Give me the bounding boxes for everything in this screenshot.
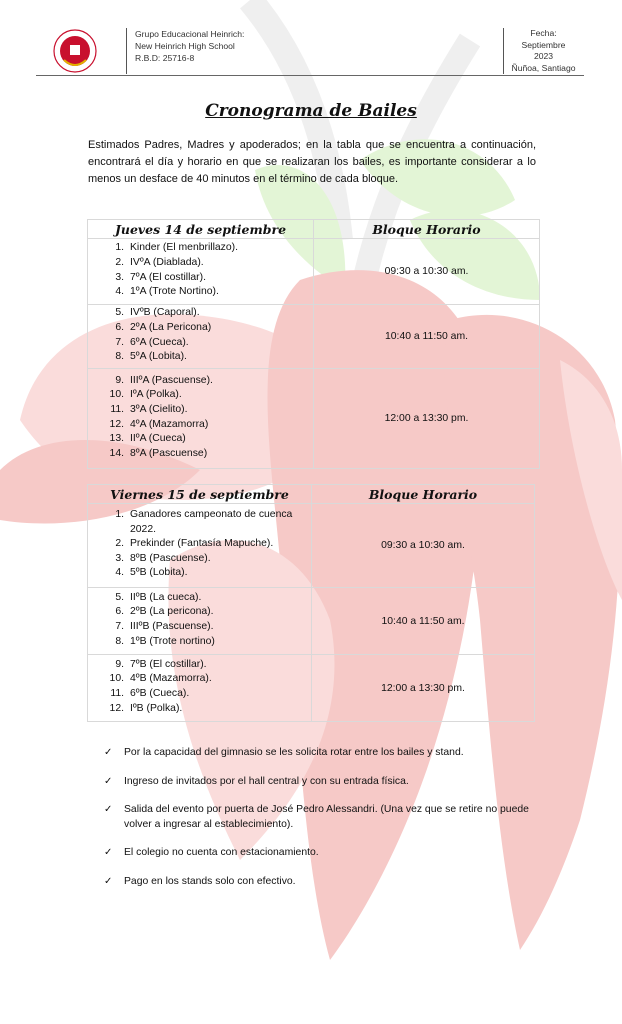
- list-item: 1. Kinder (El menbrillazo).: [115, 242, 238, 254]
- time-cell: 09:30 a 10:30 am.: [314, 239, 540, 305]
- list-item: 8. 1ºB (Trote nortino): [115, 635, 215, 647]
- table-row: [88, 655, 535, 722]
- dance-list-cell: [88, 655, 312, 722]
- time-cell: 09:30 a 10:30 am.: [312, 504, 535, 588]
- day-header: Jueves 14 de septiembre: [88, 220, 314, 239]
- school-line: Grupo Educacional Heinrich:: [135, 29, 245, 39]
- list-item: 13. IIºA (Cueca): [109, 433, 186, 445]
- day-header: Viernes 15 de septiembre: [88, 485, 312, 504]
- note-text: Pago en los stands solo con efectivo.: [124, 875, 296, 887]
- list-item: [104, 803, 534, 832]
- list-item: 10. 4ºB (Mazamorra).: [109, 673, 212, 685]
- table-row: [88, 369, 540, 469]
- list-item: [104, 846, 534, 861]
- list-item: 9. 7ºB (El costillar).: [115, 658, 207, 670]
- list-item: 12. 4ºA (Mazamorra): [109, 418, 209, 430]
- list-item: 4. 5ºB (Lobita).: [115, 567, 188, 579]
- date-line: 2023: [533, 51, 554, 61]
- list-item: 3. 8ºB (Pascuense).: [115, 552, 211, 564]
- dance-list-cell: [88, 504, 312, 588]
- note-text: Salida del evento por puerta de José Pedro Alessandri. (Una vez que se retire no puede volver a ingresar al establecimiento).: [124, 804, 529, 830]
- list-item: 4. 1ºA (Trote Nortino).: [115, 286, 219, 298]
- date-info: [503, 28, 583, 74]
- time-header: Bloque Horario: [314, 220, 540, 239]
- list-item: 11. 3ºA (Cielito).: [110, 403, 188, 415]
- date-line: Septiembre: [521, 39, 566, 50]
- dance-list-cell: [88, 239, 314, 305]
- date-line: Fecha:: [530, 28, 557, 38]
- note-text: Por la capacidad del gimnasio se les solicita rotar entre los bailes y stand.: [124, 747, 464, 758]
- list-item: 3. 7ºA (El costillar).: [115, 271, 206, 283]
- list-item: 5. IIºB (La cueca).: [115, 591, 202, 603]
- dance-list-cell: [88, 588, 312, 655]
- time-cell: 10:40 a 11:50 am.: [312, 588, 535, 655]
- schedule-table-friday: [87, 484, 535, 722]
- schedule-table-thursday: [87, 219, 540, 469]
- intro-paragraph: Estimados Padres, Madres y apoderados; en la tabla que se encuentra a continuación, encontrará el día y horario en que se realizaran los bailes, es importante considerar a lo menos un desface de 40 minutos en el término de cada bloque.: [88, 139, 536, 185]
- check-icon: ✓: [104, 804, 113, 815]
- list-item: 7. IIIºB (Pascuense).: [115, 621, 214, 632]
- dance-list-cell: [88, 369, 314, 469]
- list-item: 9. IIIºA (Pascuense).: [115, 374, 213, 386]
- date-line: Ñuñoa, Santiago: [511, 62, 576, 73]
- list-item: [104, 775, 534, 790]
- list-item: 6. 2ºA (La Pericona): [115, 321, 212, 333]
- list-item: 11. 6ºB (Cueca).: [110, 688, 190, 699]
- list-item: [104, 746, 534, 761]
- table-row: [88, 588, 535, 655]
- check-icon: ✓: [104, 847, 113, 858]
- list-item: 2. Prekinder (Fantasía Mapuche).: [115, 538, 274, 550]
- list-item: 1. Ganadores campeonato de cuenca 2022.: [115, 509, 293, 535]
- list-item: 7. 6ºA (Cueca).: [115, 336, 189, 348]
- table-row: [88, 305, 540, 369]
- time-cell: 12:00 a 13:30 pm.: [314, 369, 540, 469]
- list-item: 12. IºB (Polka).: [109, 702, 183, 714]
- page-title: Cronograma de Bailes: [205, 101, 417, 121]
- list-item: 5. IVºB (Caporal).: [115, 307, 200, 319]
- table-row: [88, 239, 540, 305]
- dance-list-cell: [88, 305, 314, 369]
- check-icon: ✓: [104, 747, 113, 758]
- note-text: El colegio no cuenta con estacionamiento.: [124, 847, 319, 858]
- list-item: 8. 5ºA (Lobita).: [115, 351, 187, 363]
- notes-list: [104, 746, 534, 903]
- school-info: [126, 28, 244, 74]
- list-item: [104, 875, 534, 890]
- time-cell: 10:40 a 11:50 am.: [314, 305, 540, 369]
- list-item: 10. IºA (Polka).: [109, 389, 182, 401]
- list-item: 2. IVºA (Diablada).: [115, 256, 204, 268]
- school-line: R.B.D: 25716-8: [135, 53, 195, 63]
- school-crest-logo: [52, 28, 98, 74]
- time-header: Bloque Horario: [312, 485, 535, 504]
- time-cell: 12:00 a 13:30 pm.: [312, 655, 535, 722]
- note-text: Ingreso de invitados por el hall central y con su entrada física.: [124, 775, 409, 787]
- header-divider: [36, 75, 584, 76]
- check-icon: ✓: [104, 875, 113, 887]
- list-item: 6. 2ºB (La pericona).: [115, 606, 214, 618]
- check-icon: ✓: [104, 775, 113, 787]
- school-line: New Heinrich High School: [135, 41, 235, 51]
- list-item: 14. 8ºA (Pascuense): [109, 447, 208, 459]
- table-row: [88, 504, 535, 588]
